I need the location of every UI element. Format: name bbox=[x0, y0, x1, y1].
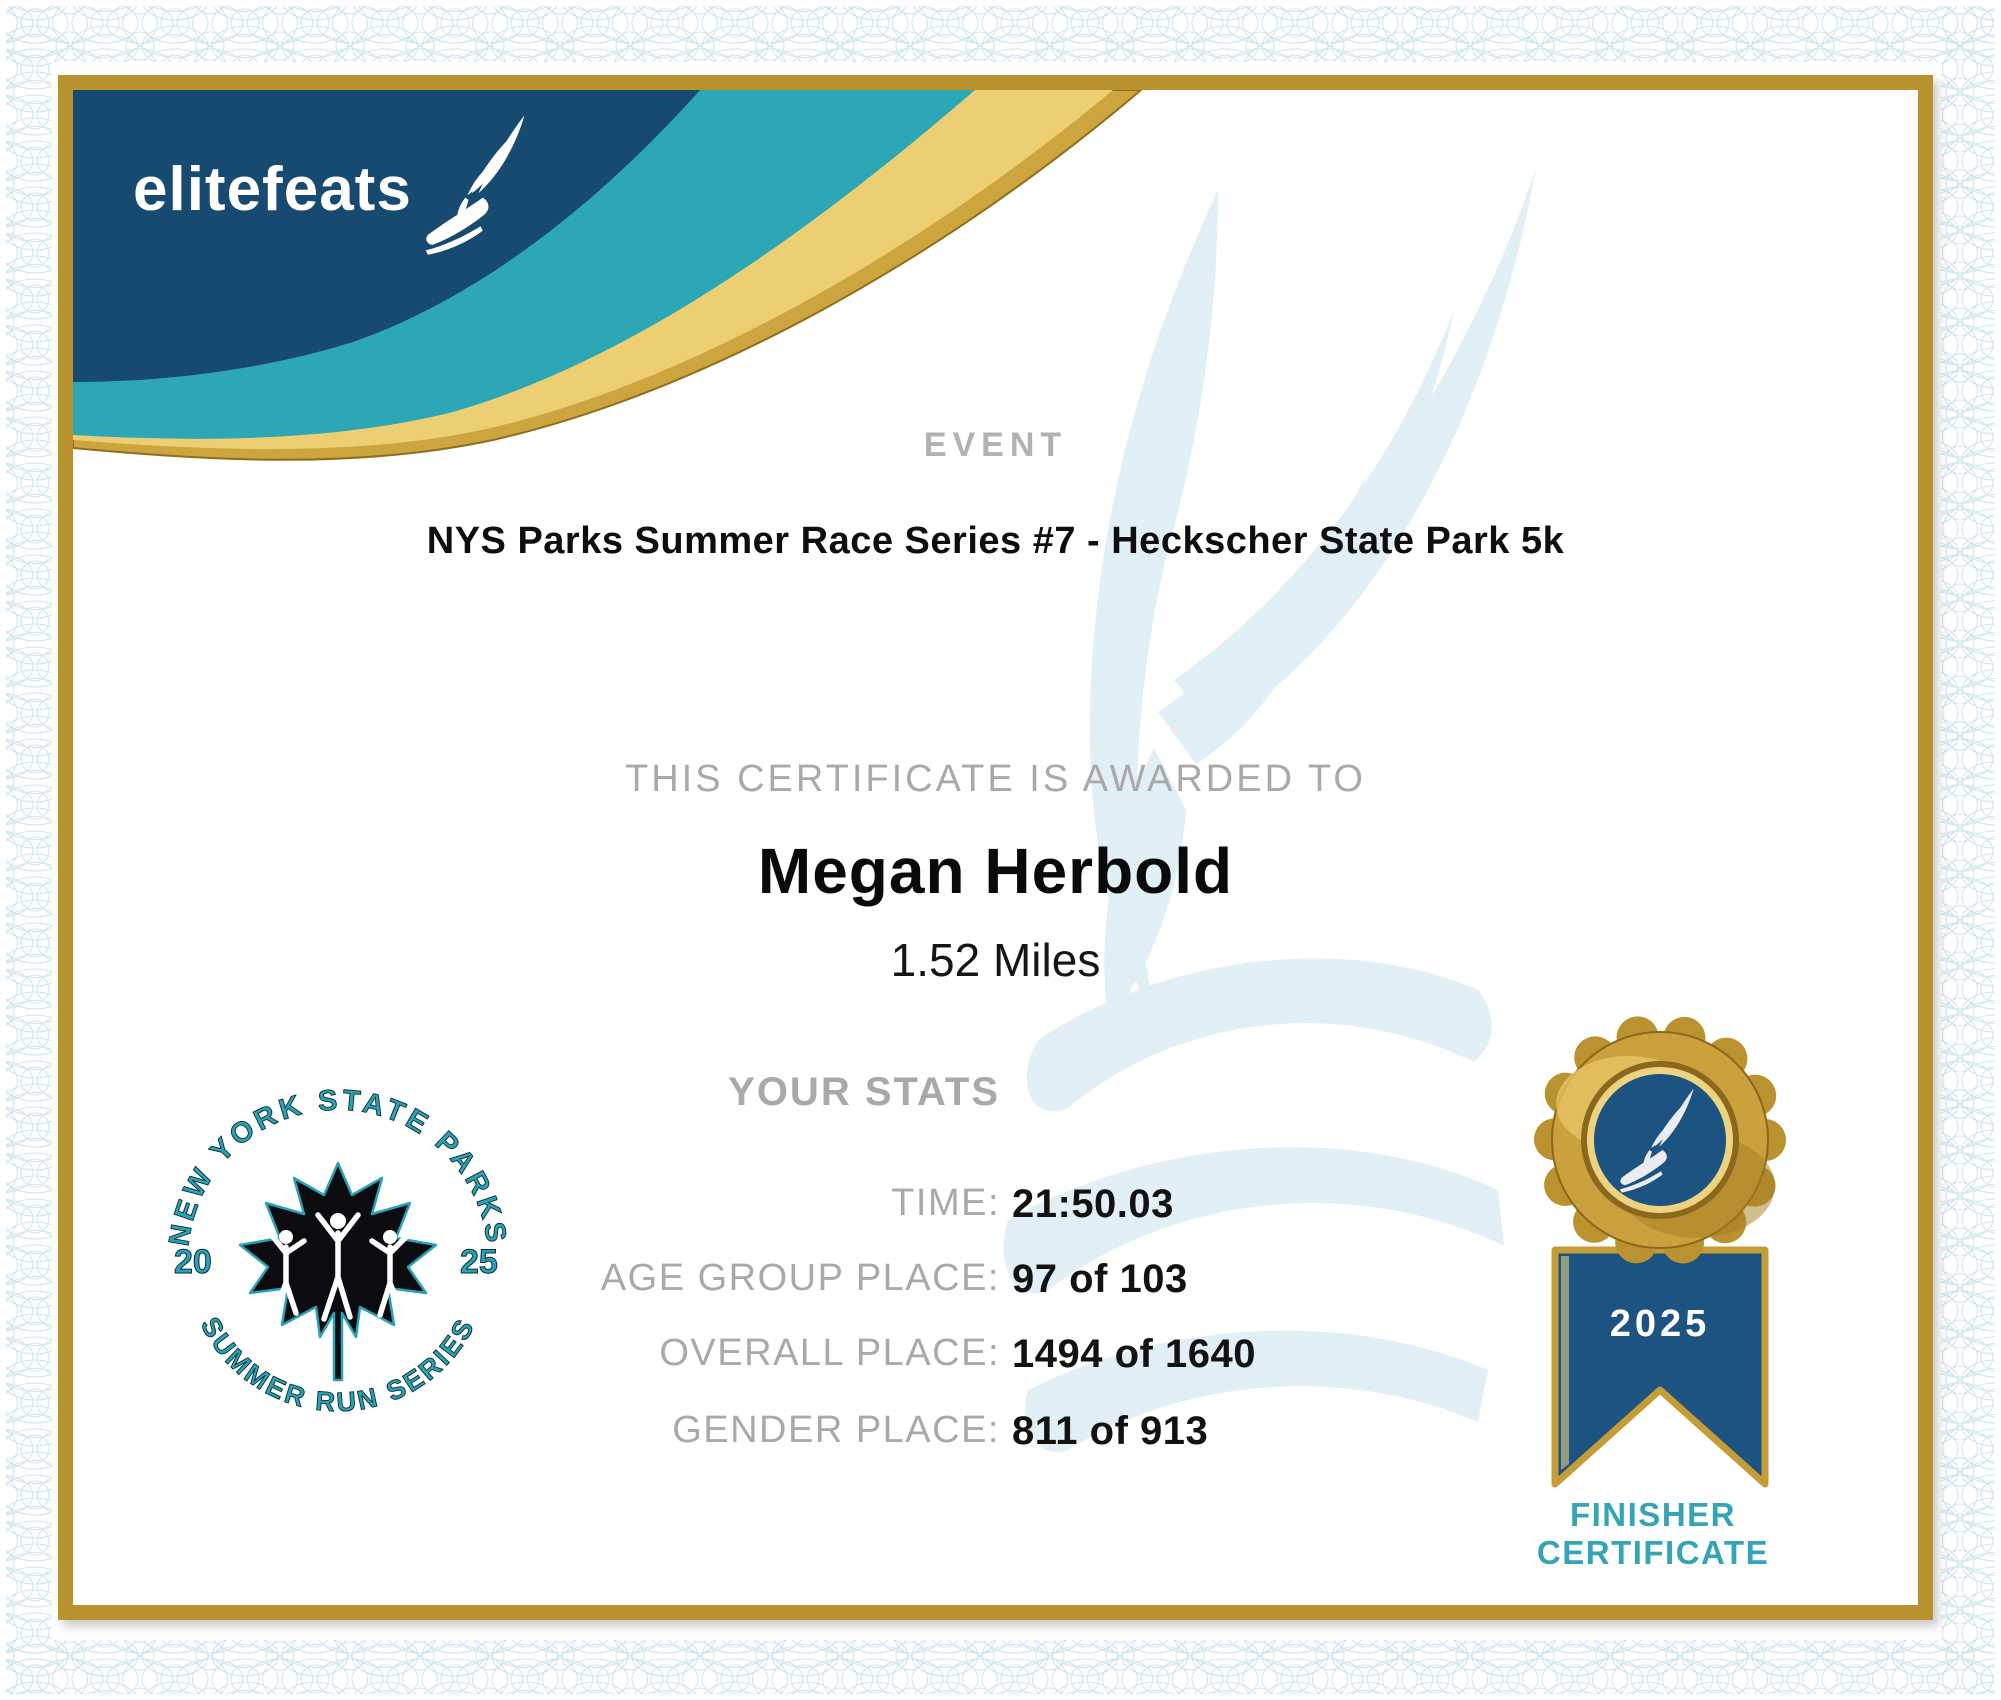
finisher-medal bbox=[1495, 1000, 1825, 1500]
medal-year: 2025 bbox=[1609, 1303, 1711, 1345]
distance-value: 1.52 Miles bbox=[890, 934, 1101, 986]
series-logo-arc-top: NEW YORK STATE PARKS bbox=[163, 1084, 513, 1249]
brand-winged-foot-icon bbox=[419, 112, 529, 257]
stat-label-time: TIME: bbox=[891, 1182, 1000, 1224]
series-logo-year-right: 25 bbox=[460, 1243, 498, 1281]
finisher-caption-line2: CERTIFICATE bbox=[1536, 1534, 1770, 1571]
stat-value-gender-place: 811 of 913 bbox=[1012, 1409, 1209, 1453]
stat-value-overall-place: 1494 of 1640 bbox=[1012, 1332, 1256, 1376]
your-stats-heading: YOUR STATS bbox=[728, 1070, 1000, 1114]
certificate-body bbox=[73, 90, 1918, 1605]
stat-value-age-group-place: 97 of 103 bbox=[1012, 1257, 1188, 1301]
medal-ribbon bbox=[1555, 1250, 1765, 1484]
finisher-certificate-caption bbox=[1493, 1496, 1813, 1572]
series-logo-arc-bottom: SUMMER RUN SERIES bbox=[194, 1312, 482, 1418]
series-logo-year-left: 20 bbox=[174, 1243, 212, 1281]
event-title: NYS Parks Summer Race Series #7 - Heckscher State Park 5k bbox=[426, 520, 1565, 562]
series-logo bbox=[158, 1075, 518, 1435]
recipient-name: Megan Herbold bbox=[757, 835, 1234, 907]
event-label: EVENT bbox=[923, 426, 1068, 464]
finisher-caption-line1: FINISHER bbox=[1569, 1496, 1736, 1533]
stat-label-overall-place: OVERALL PLACE: bbox=[659, 1332, 1000, 1374]
awarded-to-label: THIS CERTIFICATE IS AWARDED TO bbox=[624, 758, 1366, 800]
brand-logo-text: elitefeats bbox=[133, 155, 412, 224]
stat-label-gender-place: GENDER PLACE: bbox=[672, 1409, 1000, 1451]
stat-label-age-group-place: AGE GROUP PLACE: bbox=[600, 1257, 1000, 1299]
stat-value-time: 21:50.03 bbox=[1012, 1182, 1174, 1226]
